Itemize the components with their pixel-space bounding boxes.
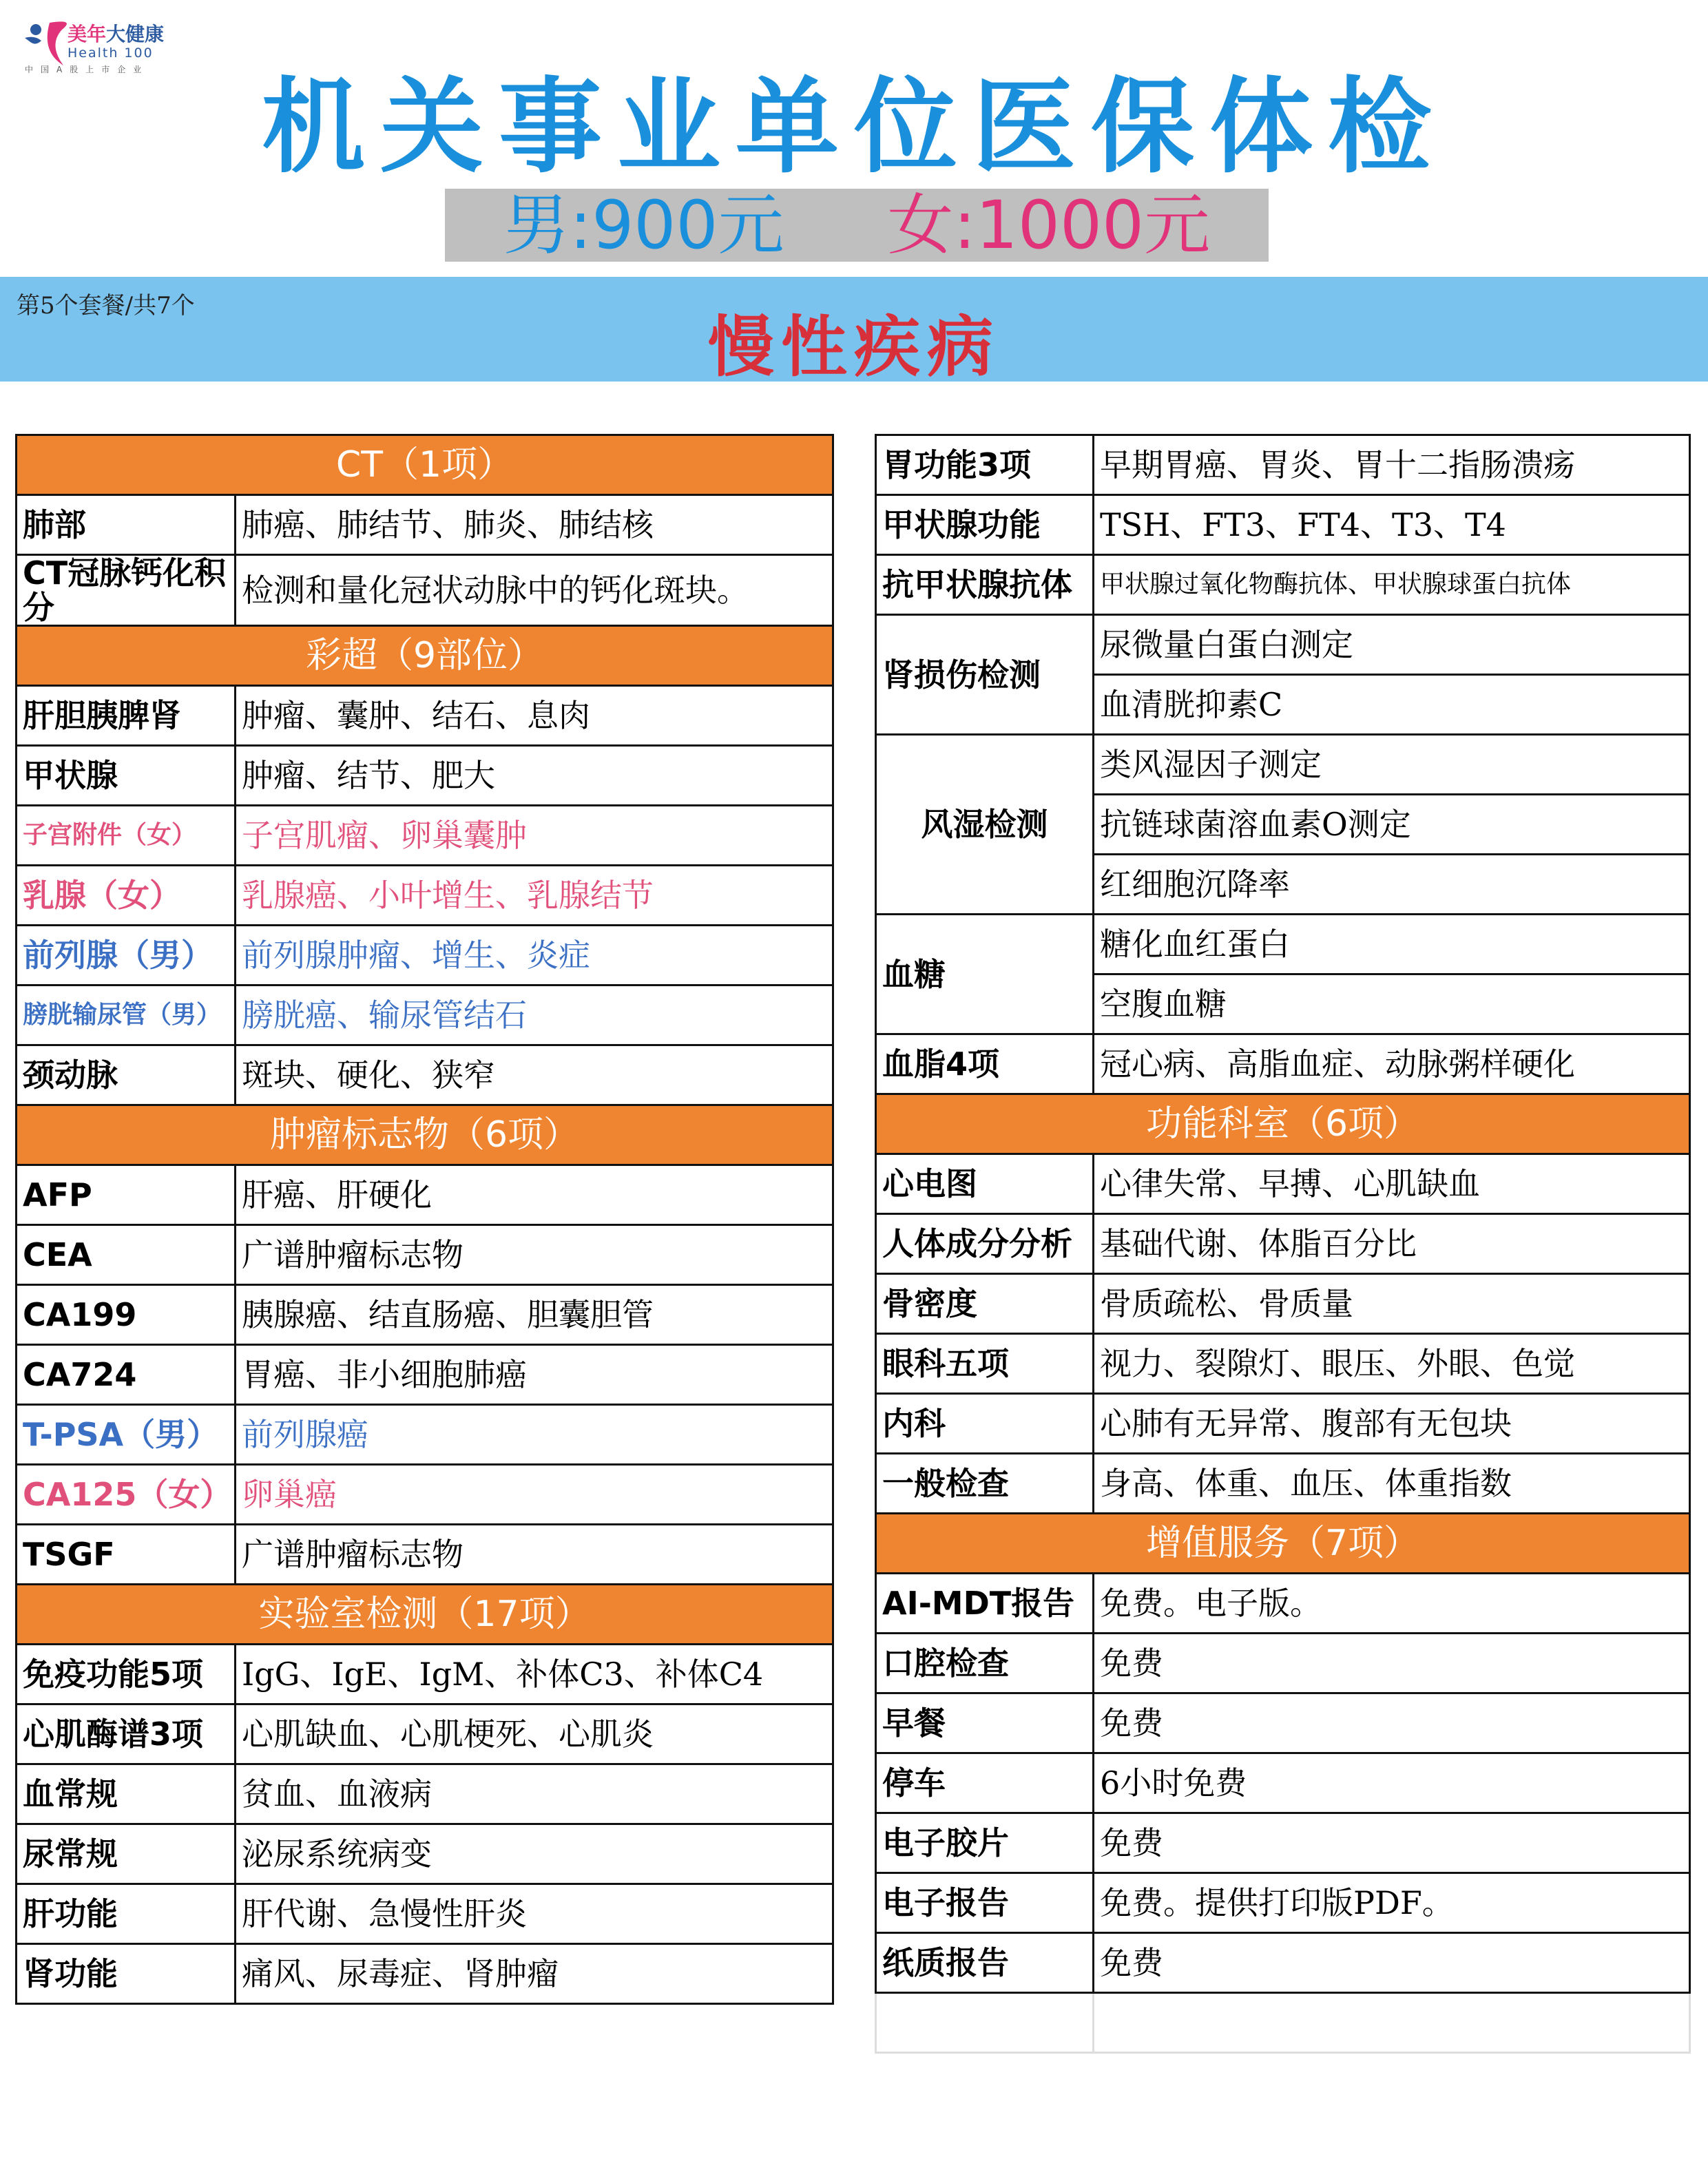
exam-item-name: 风湿检测 [876, 735, 1094, 915]
svg-text:Health 100: Health 100 [67, 45, 154, 61]
left-exam-table [15, 434, 834, 2005]
table-row [17, 686, 833, 746]
table-row [17, 866, 833, 926]
svg-text:中国A股上市企业: 中国A股上市企业 [25, 65, 149, 74]
section-header: 功能科室（6项） [876, 1094, 1690, 1154]
exam-item-description: 泌尿系统病变 [236, 1824, 833, 1884]
exam-item-description: 身高、体重、血压、体重指数 [1094, 1454, 1690, 1514]
exam-item-description: 前列腺肿瘤、增生、炎症 [236, 926, 833, 985]
price-male: 男:900元 [503, 187, 784, 264]
exam-item-description: 心肌缺血、心肌梗死、心肌炎 [236, 1704, 833, 1764]
blank-row [876, 1993, 1690, 2053]
exam-item-description: 胰腺癌、结直肠癌、胆囊胆管 [236, 1285, 833, 1345]
exam-item-name: 免疫功能5项 [17, 1645, 236, 1704]
exam-item-name: 眼科五项 [876, 1334, 1094, 1394]
exam-item-description: 痛风、尿毒症、肾肿瘤 [236, 1944, 833, 2004]
exam-item-name: CA199 [17, 1285, 236, 1345]
table-row [17, 1525, 833, 1585]
exam-item-name: 内科 [876, 1394, 1094, 1454]
price-female: 女:1000元 [887, 187, 1211, 264]
table-row [876, 495, 1690, 555]
table-row [876, 1634, 1690, 1693]
table-row [17, 495, 833, 555]
price-banner [445, 189, 1269, 262]
table-row [17, 1345, 833, 1405]
exam-item-name: 前列腺（男） [17, 926, 236, 985]
section-header-row [17, 1105, 833, 1165]
exam-item-name: 一般检查 [876, 1454, 1094, 1514]
table-row [17, 1645, 833, 1704]
exam-item-name: 膀胱输尿管（男） [17, 985, 236, 1045]
exam-item-name: 肝胆胰脾肾 [17, 686, 236, 746]
exam-item-name: CT冠脉钙化积分 [17, 555, 236, 626]
exam-item-name: 血常规 [17, 1764, 236, 1824]
exam-item-description: 斑块、硬化、狭窄 [236, 1045, 833, 1105]
exam-item-description: 广谱肿瘤标志物 [236, 1225, 833, 1285]
page-title: 机关事业单位医保体检 [261, 67, 1446, 187]
category-band [0, 277, 1708, 386]
package-index: 第5个套餐/共7个 [17, 292, 195, 320]
exam-item-name: 停车 [876, 1753, 1094, 1813]
exam-item-description: 冠心病、高脂血症、动脉粥样硬化 [1094, 1034, 1690, 1094]
exam-item-name: 颈动脉 [17, 1045, 236, 1105]
exam-item-name: T-PSA（男） [17, 1405, 236, 1465]
exam-item-name: 骨密度 [876, 1274, 1094, 1334]
table-row [876, 1574, 1690, 1634]
exam-item-name: 肾功能 [17, 1944, 236, 2004]
table-row [876, 1933, 1690, 1993]
exam-item-name: 心电图 [876, 1154, 1094, 1214]
exam-item-description: 卵巢癌 [236, 1465, 833, 1525]
exam-item-name: 乳腺（女） [17, 866, 236, 926]
exam-item-description: 心律失常、早搏、心肌缺血 [1094, 1154, 1690, 1214]
section-header: 增值服务（7项） [876, 1514, 1690, 1574]
exam-item-description: 免费 [1094, 1933, 1690, 1993]
exam-item-description: 检测和量化冠状动脉中的钙化斑块。 [236, 555, 833, 626]
exam-item-description: 乳腺癌、小叶增生、乳腺结节 [236, 866, 833, 926]
exam-item-description: 前列腺癌 [236, 1405, 833, 1465]
exam-item-name: 电子报告 [876, 1873, 1094, 1933]
table-row [876, 1693, 1690, 1753]
blank-cell [1094, 1993, 1690, 2053]
exam-item-name: 心肌酶谱3项 [17, 1704, 236, 1764]
exam-item-description: 广谱肿瘤标志物 [236, 1525, 833, 1585]
table-row [17, 985, 833, 1045]
table-row [876, 1214, 1690, 1274]
table-row [17, 926, 833, 985]
exam-item-name: 血脂4项 [876, 1034, 1094, 1094]
table-row [17, 1045, 833, 1105]
table-row [17, 806, 833, 866]
exam-item-name: 口腔检查 [876, 1634, 1094, 1693]
table-row [876, 1813, 1690, 1873]
exam-item-name: 血糖 [876, 915, 1094, 1034]
exam-item-description: 6小时免费 [1094, 1753, 1690, 1813]
exam-item-name: 甲状腺 [17, 746, 236, 806]
exam-item-name: 肺部 [17, 495, 236, 555]
exam-item-name: CA724 [17, 1345, 236, 1405]
section-header: CT（1项） [17, 435, 833, 495]
exam-item-description: 肝代谢、急慢性肝炎 [236, 1884, 833, 1944]
exam-item-name: 纸质报告 [876, 1933, 1094, 1993]
exam-item-name: 抗甲状腺抗体 [876, 555, 1094, 615]
exam-item-description: 免费。提供打印版PDF。 [1094, 1873, 1690, 1933]
exam-item-description: 免费。电子版。 [1094, 1574, 1690, 1634]
table-row [17, 1285, 833, 1345]
table-row [876, 1873, 1690, 1933]
exam-item-description: 血清胱抑素C [1094, 675, 1690, 735]
table-row [876, 915, 1690, 974]
table-row [17, 1704, 833, 1764]
exam-item-description: IgG、IgE、IgM、补体C3、补体C4 [236, 1645, 833, 1704]
exam-item-name: 电子胶片 [876, 1813, 1094, 1873]
exam-item-description: TSH、FT3、FT4、T3、T4 [1094, 495, 1690, 555]
exam-item-description: 类风湿因子测定 [1094, 735, 1690, 795]
exam-item-description: 视力、裂隙灯、眼压、外眼、色觉 [1094, 1334, 1690, 1394]
table-row [876, 435, 1690, 495]
table-row [17, 1764, 833, 1824]
exam-item-name: 人体成分分析 [876, 1214, 1094, 1274]
exam-item-description: 胃癌、非小细胞肺癌 [236, 1345, 833, 1405]
table-row [17, 1165, 833, 1225]
section-header-row [17, 626, 833, 686]
table-row [876, 1454, 1690, 1514]
table-row [876, 555, 1690, 615]
exam-item-description: 免费 [1094, 1813, 1690, 1873]
exam-item-description: 骨质疏松、骨质量 [1094, 1274, 1690, 1334]
section-header: 肿瘤标志物（6项） [17, 1105, 833, 1165]
exam-item-description: 免费 [1094, 1634, 1690, 1693]
exam-item-name: CA125（女） [17, 1465, 236, 1525]
table-row [17, 746, 833, 806]
exam-item-name: AFP [17, 1165, 236, 1225]
exam-item-description: 肝癌、肝硬化 [236, 1165, 833, 1225]
exam-item-name: TSGF [17, 1525, 236, 1585]
section-header-row [17, 435, 833, 495]
section-header-row [17, 1585, 833, 1645]
exam-item-name: 肝功能 [17, 1884, 236, 1944]
table-row [876, 735, 1690, 795]
table-row [876, 1274, 1690, 1334]
right-exam-table [875, 434, 1691, 2054]
exam-item-description: 空腹血糖 [1094, 974, 1690, 1034]
table-row [876, 1154, 1690, 1214]
exam-item-description: 肿瘤、囊肿、结石、息肉 [236, 686, 833, 746]
table-row [876, 1334, 1690, 1394]
table-row [876, 1034, 1690, 1094]
section-header: 彩超（9部位） [17, 626, 833, 686]
section-header-row [876, 1094, 1690, 1154]
blank-cell [876, 1993, 1094, 2053]
table-row [17, 1824, 833, 1884]
table-row [17, 1944, 833, 2004]
exam-item-description: 甲状腺过氧化物酶抗体、甲状腺球蛋白抗体 [1094, 555, 1690, 615]
exam-item-description: 肺癌、肺结节、肺炎、肺结核 [236, 495, 833, 555]
exam-item-description: 糖化血红蛋白 [1094, 915, 1690, 974]
table-row [876, 1394, 1690, 1454]
exam-item-description: 免费 [1094, 1693, 1690, 1753]
exam-item-description: 心肺有无异常、腹部有无包块 [1094, 1394, 1690, 1454]
exam-item-name: 早餐 [876, 1693, 1094, 1753]
exam-item-description: 子宫肌瘤、卵巢囊肿 [236, 806, 833, 866]
exam-item-description: 基础代谢、体脂百分比 [1094, 1214, 1690, 1274]
table-row [17, 1465, 833, 1525]
exam-item-name: 甲状腺功能 [876, 495, 1094, 555]
exam-item-description: 肿瘤、结节、肥大 [236, 746, 833, 806]
exam-item-name: 子宫附件（女） [17, 806, 236, 866]
exam-item-name: AI-MDT报告 [876, 1574, 1094, 1634]
table-row [17, 1225, 833, 1285]
table-row [17, 1884, 833, 1944]
category-title: 慢性疾病 [708, 309, 1000, 386]
table-row [876, 1753, 1690, 1813]
section-header: 实验室检测（17项） [17, 1585, 833, 1645]
exam-item-name: CEA [17, 1225, 236, 1285]
table-row [876, 615, 1690, 675]
exam-item-description: 尿微量白蛋白测定 [1094, 615, 1690, 675]
exam-item-description: 贫血、血液病 [236, 1764, 833, 1824]
exam-item-name: 尿常规 [17, 1824, 236, 1884]
exam-item-name: 肾损伤检测 [876, 615, 1094, 735]
exam-item-description: 红细胞沉降率 [1094, 855, 1690, 915]
exam-item-name: 胃功能3项 [876, 435, 1094, 495]
exam-item-description: 抗链球菌溶血素O测定 [1094, 795, 1690, 855]
section-header-row [876, 1514, 1690, 1574]
table-row [17, 1405, 833, 1465]
exam-item-description: 早期胃癌、胃炎、胃十二指肠溃疡 [1094, 435, 1690, 495]
svg-text:美年: 美年 [67, 23, 107, 45]
exam-item-description: 膀胱癌、输尿管结石 [236, 985, 833, 1045]
svg-text:大健康: 大健康 [106, 23, 165, 45]
